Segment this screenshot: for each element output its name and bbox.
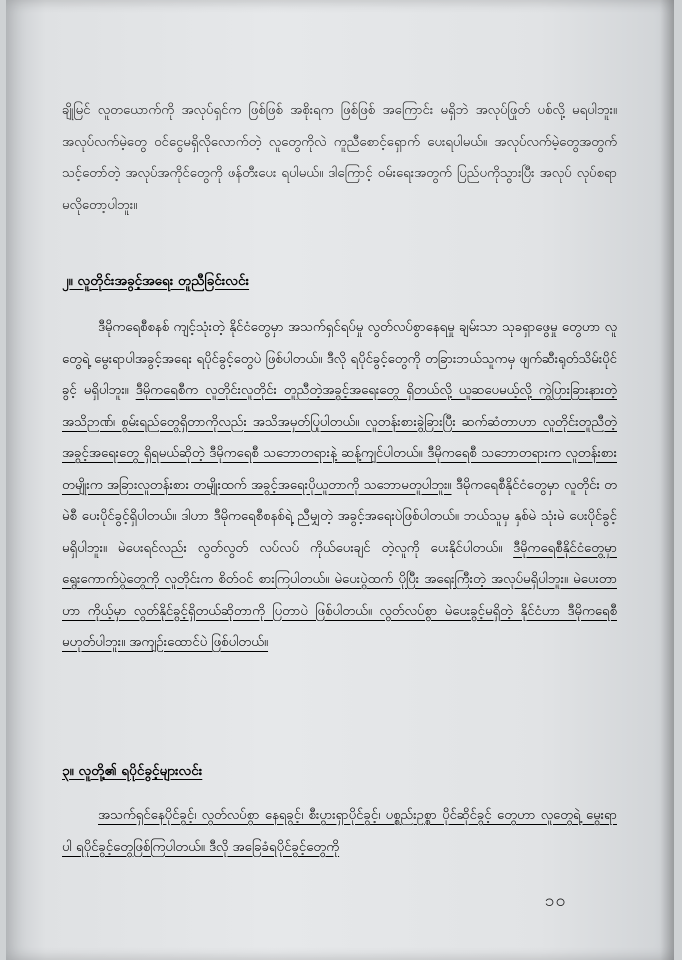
- section-2-paragraph: အသက်ရှင်နေပိုင်ခွင့်၊ လွတ်လပ်စွာ နေရခွင့်၊ စီးပွားရှာပိုင်ခွင့်၊ ပစ္စည်းဥစ္စာ ပိုင်ဆိုင်ခွင့် တွေဟာ လူတွေရဲ့ မွေးရာပါ ရပိုင်ခွင့်တွေဖြစ်ကြပါတယ်။ ဒီလို အခြေခံရပိုင်ခွင့်တွေကို: [62, 808, 617, 855]
- page-number: ၁၀: [545, 891, 567, 911]
- section-1-underlined-text-1: ဒီမိုကရေစီက လူတိုင်းလူတိုင်း တူညီတဲ့အခွင့်အရေးတွေ ရှိတယ်လို့ ယူဆပေမယ့်လို့ ကွဲပြားခြားနားတဲ့ အသိဉာဏ်၊ စွမ်းရည်တွေရှိတာကိုလည်း အသိအမှတ်ပြုပါတယ်။ လူတန်းစားခွဲခြားပြီး ဆက်ဆံတာဟာ လူတိုင်းတူညီတဲ့ အခွင့်အရေးတွေ ရှိရမယ်ဆိုတဲ့ ဒီမိုကရေစီ သဘောတရားနဲ့ ဆန့်ကျင်ပါတယ်။ ဒီမိုကရေစီ သဘောတရားက လူတန်းစားတမျိုးက အခြားလူတန်းစား တမျိုးထက် အခွင့်အရေးပိုယူတာကို သဘောမတူပါဘူး။: [62, 383, 617, 493]
- section-1-underlined-text-2: ဒီမိုကရေစီနိုင်ငံတွေမှာ ရွေးကောက်ပွဲတွေကို လူတိုင်းက စိတ်ဝင် စားကြပါတယ်။ မဲပေးပွဲထက် ပိုပြီး အရေးကြီးတဲ့ အလုပ်မရှိပါဘူး။ မဲပေးတာဟာ ကိုယ့်မှာ လွတ်နိုင်ခွင့်ရှိတယ်ဆိုတာကို ပြတာပဲ ဖြစ်ပါတယ်။ လွတ်လပ်စွာ မဲပေးခွင့်မရှိတဲ့ နိုင်ငံဟာ ဒီမိုကရေစီ မဟုတ်ပါဘူး။ အကျဉ်းထောင်ပဲ ဖြစ်ပါတယ်။: [62, 540, 617, 650]
- intro-paragraph: [62, 95, 617, 221]
- section-1-plain-text-1: ဒီမိုကရေစီစနစ် ကျင့်သုံးတဲ့ နိုင်ငံတွေမှာ အသက်ရှင်ရပ်မှု လွတ်လပ်စွာနေရမှု ချမ်းသာ သုခရှာဖွေမှု တွေဟာ လူတွေရဲ့ မွေးရာပါအခွင့်အရေး ရပိုင်ခွင့်တွေပဲ ဖြစ်ပါတယ်။ ဒီလို ရပိုင်ခွင့်တွေကို တခြားဘယ်သူကမှ ဖျက်ဆီးရုတ်သိမ်းပိုင်ခွင့် မရှိပါဘူး။: [62, 320, 617, 398]
- section-heading-rights: [62, 760, 202, 782]
- section-1-body: [62, 312, 617, 659]
- section-1-plain-text-2: ဒီမိုကရေစီနိုင်ငံတွေမှာ လူတိုင်း တမဲစီ ပေးပိုင်ခွင့်ရှိပါတယ်။ ဒါဟာ ဒီမိုကရေစီစနစ်ရဲ့ ညီမျှတဲ့ အခွင့်အရေးပဲဖြစ်ပါတယ်။ ဘယ်သူမှ နှစ်မဲ သုံးမဲ ပေးပိုင်ခွင့်မရှိပါဘူး။ မဲပေးရင်လည်း လွတ်လွတ် လပ်လပ် ကိုယ်ပေးချင် တဲ့လူကို ပေးနိုင်ပါတယ်။: [62, 477, 617, 556]
- section-2-body: [62, 800, 617, 863]
- intro-text: ချိုမြင် လူတယောက်ကို အလုပ်ရှင်က ဖြစ်ဖြစ် အစိုးရက ဖြစ်ဖြစ် အကြောင်း မရှိဘဲ အလုပ်ဖြုတ် ပစ်လို့ မရပါဘူး။ အလုပ်လက်မဲ့တွေ ဝင်ငွေမရှိလိုလောက်တဲ့ လူတွေကိုလဲ ကူညီစောင့်ရှောက် ပေးရပါမယ်။ အလုပ်လက်မဲ့တွေအတွက် သင့်တော်တဲ့ အလုပ်အကိုင်တွေကို ဖန်တီးပေး ရပါမယ်။ ဒါကြောင့် ဝမ်းရေးအတွက် ပြည်ပကိုသွားပြီး အလုပ် လုပ်စရာ မလိုတော့ပါဘူး။: [62, 103, 617, 213]
- section-2-heading: ၃။ လူတို့၏ ရပိုင်ခွင့်များလင်း: [62, 763, 203, 779]
- section-1-heading: ၂။ လူတိုင်းအခွင့်အရေး တူညီခြင်းလင်း: [62, 273, 250, 289]
- section-heading-equal-rights: [62, 270, 249, 292]
- section-1-paragraph: [62, 312, 617, 659]
- page-edge-shadow: [660, 0, 674, 960]
